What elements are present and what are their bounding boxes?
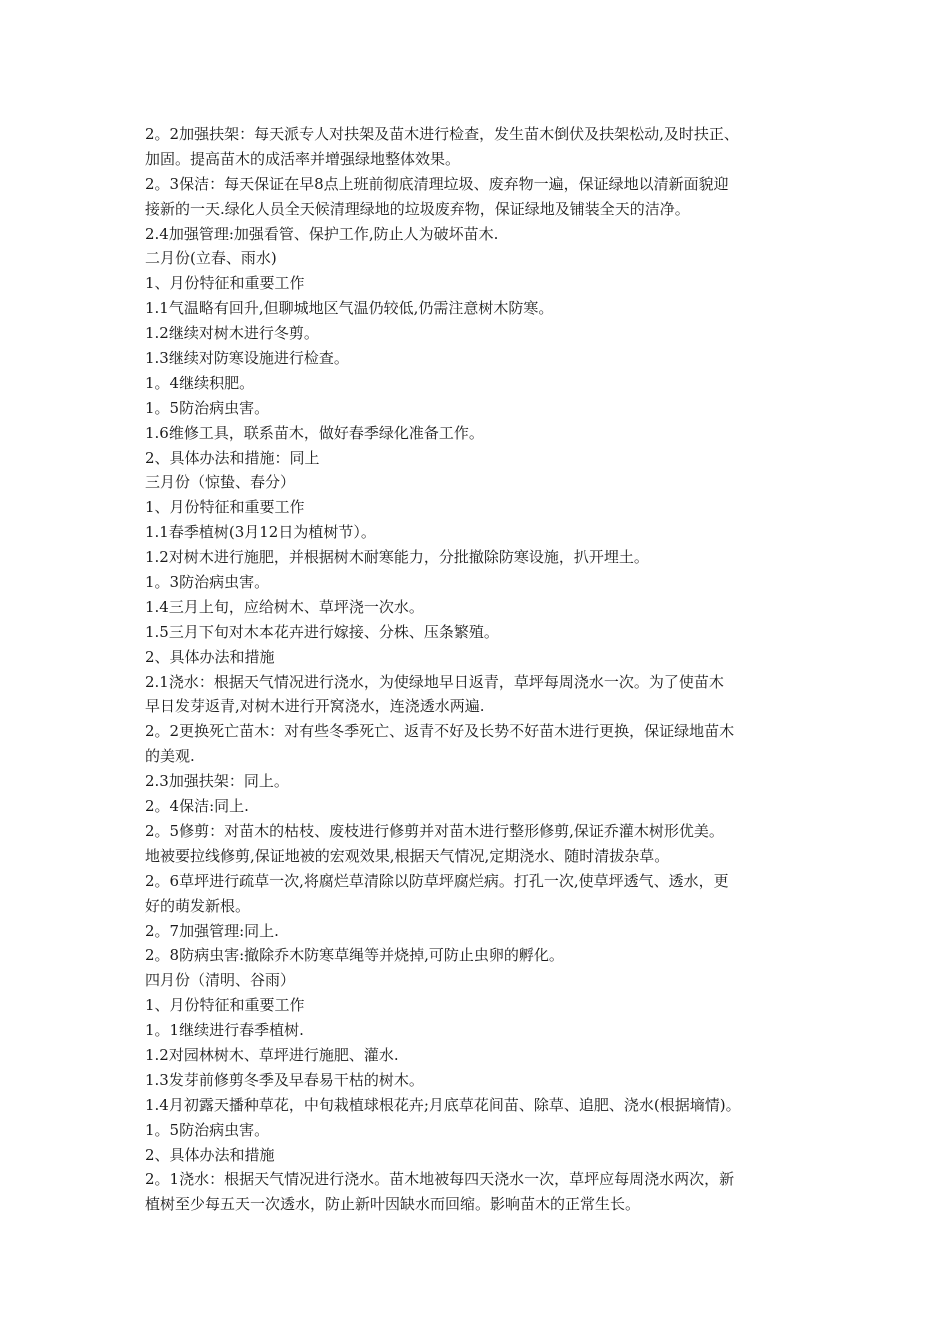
text-line: 2、具体办法和措施：同上 <box>145 448 320 467</box>
text-line: 的美观. <box>145 747 195 766</box>
text-line: 2。2加强扶架：每天派专人对扶架及苗木进行检查，发生苗木倒伏及扶架松动,及时扶正、 <box>145 125 739 143</box>
text-line: 1、月份特征和重要工作 <box>145 498 305 517</box>
text-line: 1.2对园林树木、草坪进行施肥、灌水. <box>145 1045 399 1064</box>
text-line: 1.1气温略有回升,但聊城地区气温仍较低,仍需注意树木防寒。 <box>145 299 554 318</box>
text-line: 1.2对树木进行施肥，并根据树木耐寒能力，分批撤除防寒设施，扒开埋土。 <box>145 548 649 567</box>
text-line: 好的萌发新根。 <box>145 896 251 915</box>
document-body <box>145 122 815 1217</box>
text-line: 1、月份特征和重要工作 <box>145 274 305 293</box>
text-line: 早日发芽返青,对树木进行开窝浇水，连浇透水两遍. <box>145 697 485 716</box>
text-line: 1。3防治病虫害。 <box>145 573 270 592</box>
text-line: 2、具体办法和措施 <box>145 647 275 666</box>
text-line: 接新的一天.绿化人员全天候清理绿地的垃圾废弃物，保证绿地及铺装全天的洁净。 <box>145 199 690 218</box>
text-line: 1.1春季植树(3月12日为植树节）。 <box>145 523 376 542</box>
text-line: 1、月份特征和重要工作 <box>145 996 305 1015</box>
text-line: 2.1浇水：根据天气情况进行浇水，为使绿地早日返青，草坪每周浇水一次。为了使苗木 <box>145 672 724 691</box>
text-line: 2。6草坪进行疏草一次,将腐烂草清除以防草坪腐烂病。打孔一次,使草坪透气、透水，更 <box>145 871 729 890</box>
text-line: 1.3继续对防寒设施进行检查。 <box>145 349 349 368</box>
text-line: 1.6维修工具，联系苗木，做好春季绿化准备工作。 <box>145 423 484 442</box>
text-line: 1。1继续进行春季植树. <box>145 1021 304 1040</box>
text-line: 2。4保洁:同上. <box>145 797 249 816</box>
text-line: 2.3加强扶架：同上。 <box>145 772 289 791</box>
text-line: 2。8防病虫害:撤除乔木防寒草绳等并烧掉,可防止虫卵的孵化。 <box>145 946 564 965</box>
text-line: 1。4继续积肥。 <box>145 373 255 392</box>
text-line: 2、具体办法和措施 <box>145 1145 275 1164</box>
text-line: 1。5防治病虫害。 <box>145 398 270 417</box>
text-line: 地被要拉线修剪,保证地被的宏观效果,根据天气情况,定期浇水、随时清拔杂草。 <box>145 846 670 865</box>
text-line: 加固。提高苗木的成活率并增强绿地整体效果。 <box>145 149 461 168</box>
text-line: 2。7加强管理:同上. <box>145 921 279 940</box>
text-line: 1.4月初露天播种草花，中旬栽植球根花卉;月底草花间苗、除草、追肥、浇水(根据墒情)。 <box>145 1095 741 1114</box>
text-line: 1.4三月上旬，应给树木、草坪浇一次水。 <box>145 597 424 616</box>
text-line: 2。1浇水：根据天气情况进行浇水。苗木地被每四天浇水一次，草坪应每周浇水两次，新 <box>145 1170 735 1189</box>
text-line: 2。2更换死亡苗木：对有些冬季死亡、返青不好及长势不好苗木进行更换，保证绿地苗木 <box>145 722 735 741</box>
section-heading-march: 三月份（惊蛰、春分） <box>145 473 296 492</box>
text-line: 1.3发芽前修剪冬季及早春易干枯的树木。 <box>145 1070 424 1089</box>
section-heading-february: 二月份(立春、雨水) <box>145 249 277 268</box>
text-line: 2.4加强管理:加强看管、保护工作,防止人为破坏苗木. <box>145 224 499 243</box>
text-line: 植树至少每五天一次透水，防止新叶因缺水而回缩。影响苗木的正常生长。 <box>145 1195 641 1214</box>
section-heading-april: 四月份（清明、谷雨） <box>145 971 296 990</box>
text-line: 2。3保洁：每天保证在早8点上班前彻底清理垃圾、废弃物一遍，保证绿地以清新面貌迎 <box>145 174 729 193</box>
text-line: 1。5防治病虫害。 <box>145 1120 270 1139</box>
text-line: 2。5修剪：对苗木的枯枝、废枝进行修剪并对苗木进行整形修剪,保证乔灌木树形优美。 <box>145 821 724 840</box>
text-line: 1.2继续对树木进行冬剪。 <box>145 324 319 343</box>
text-line: 1.5三月下旬对木本花卉进行嫁接、分株、压条繁殖。 <box>145 622 499 641</box>
